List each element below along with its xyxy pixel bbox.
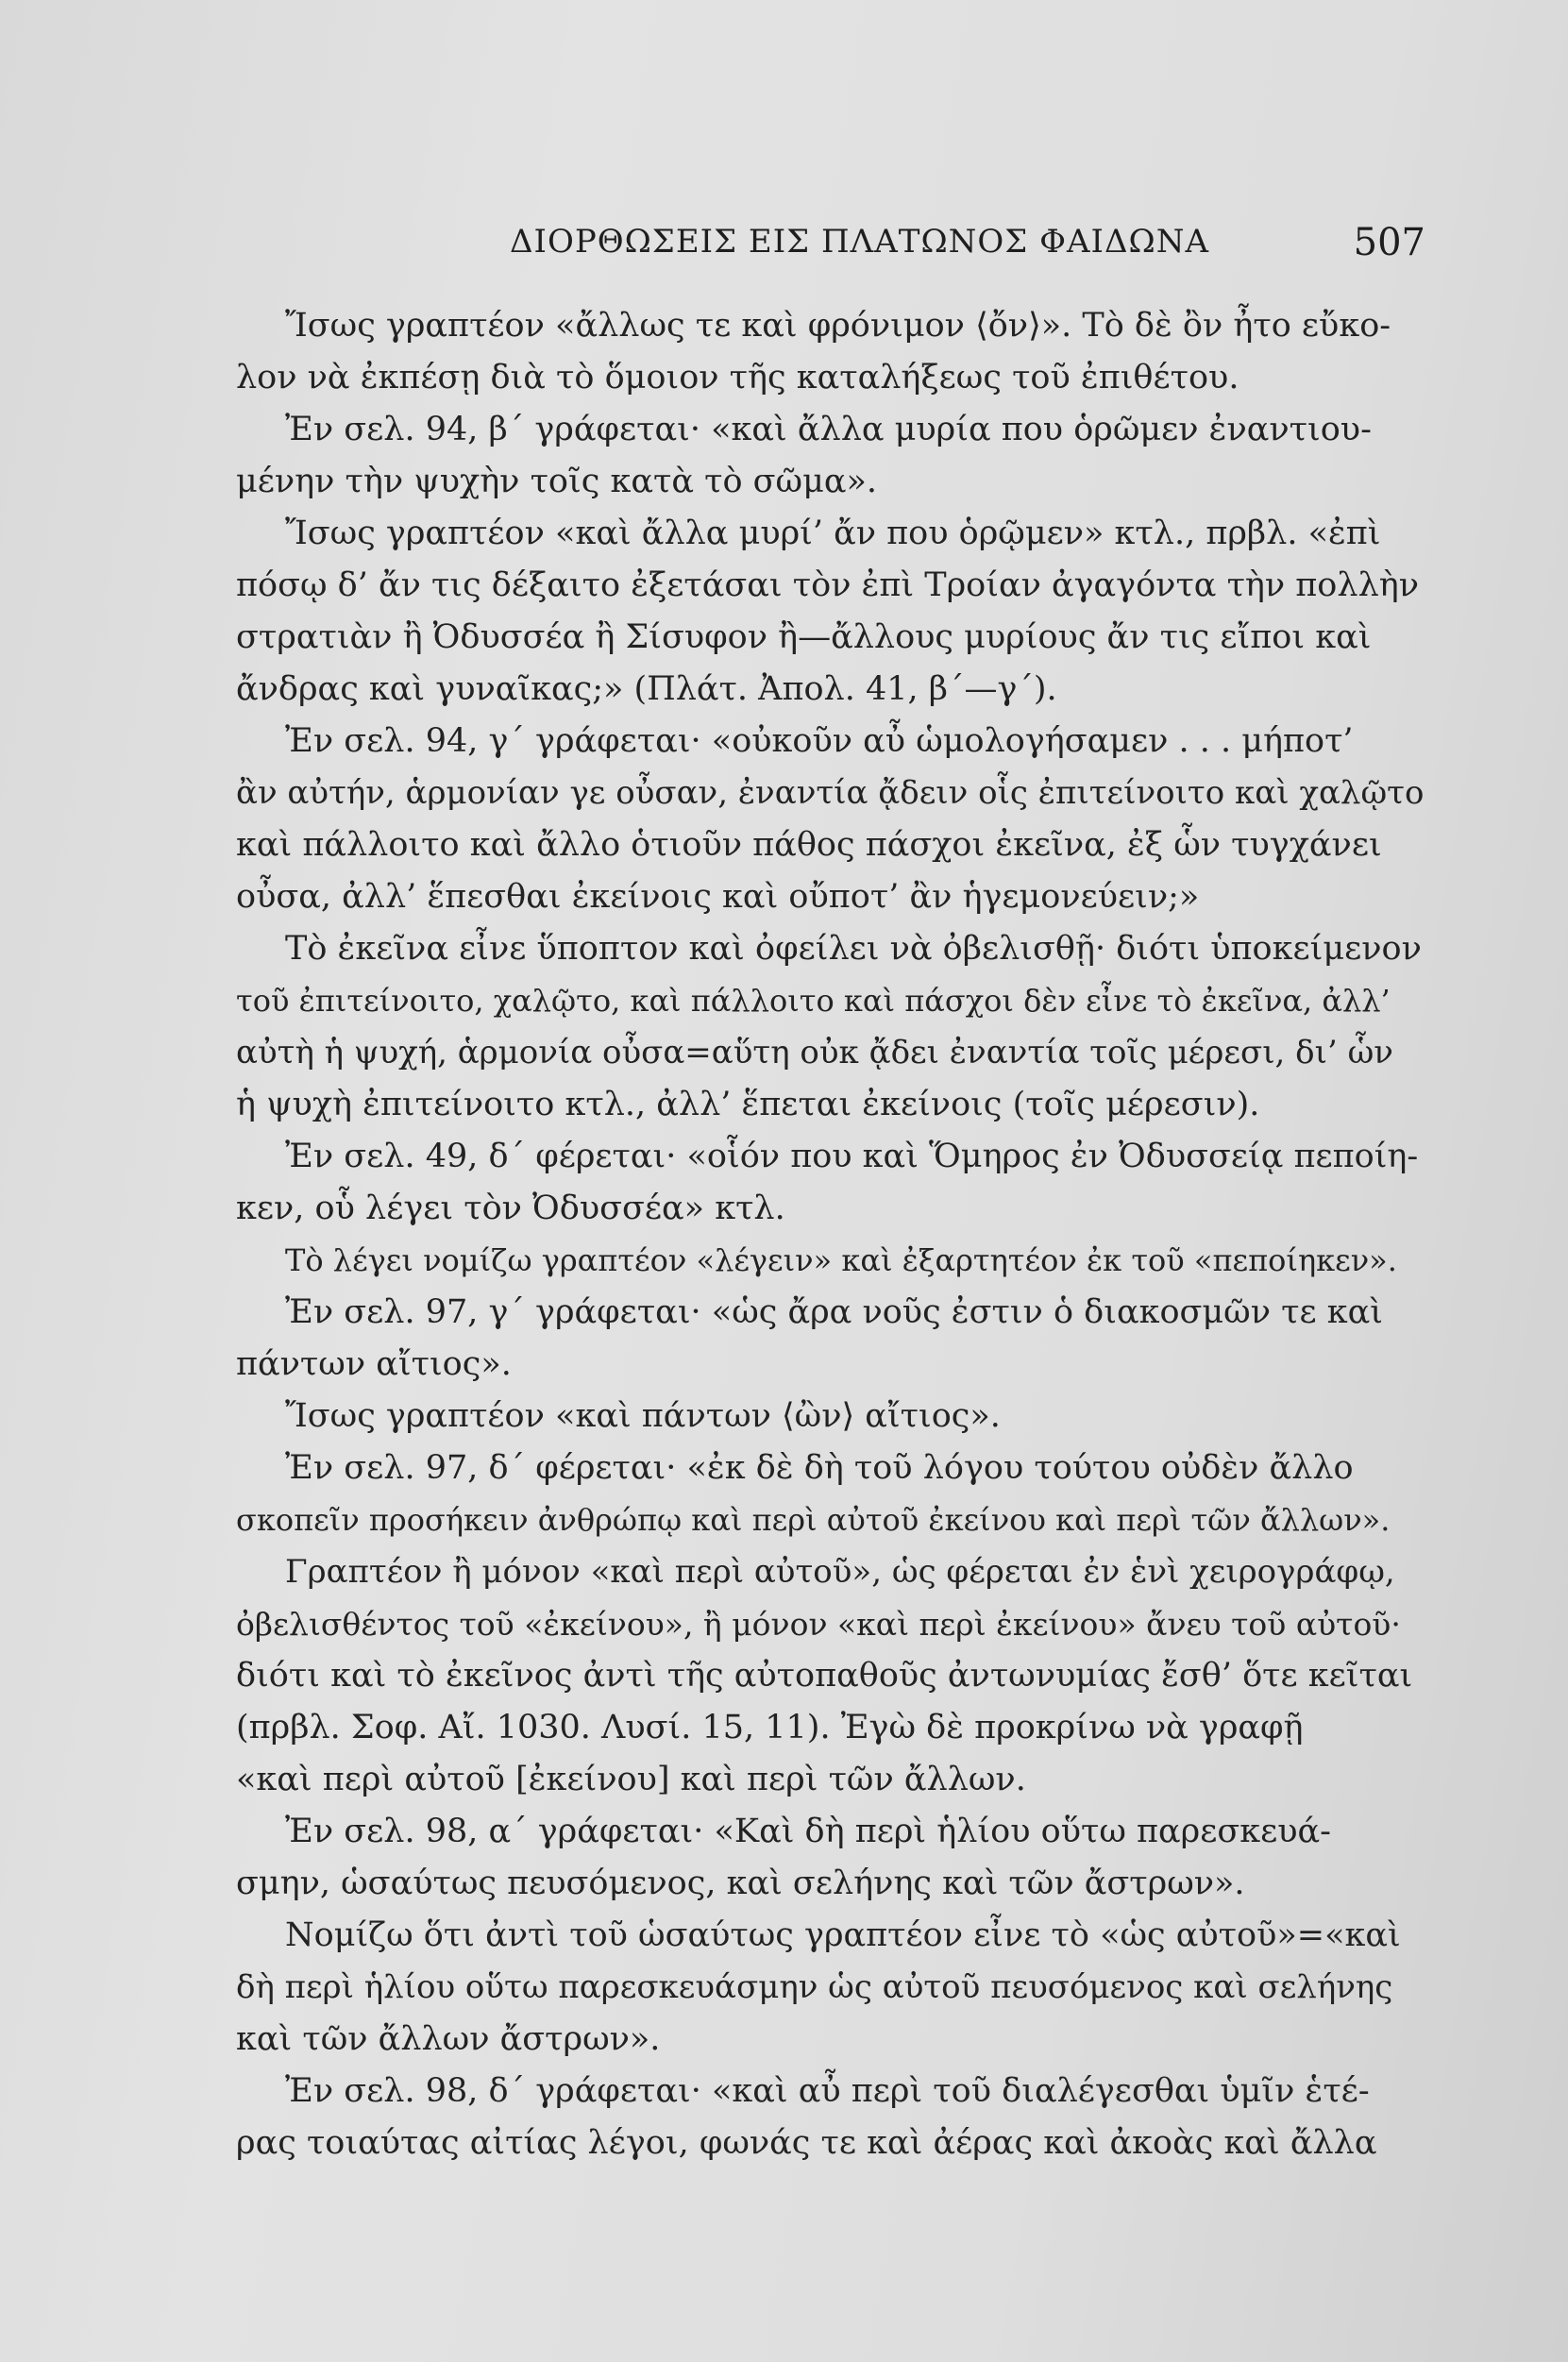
- text-line: Ἴσως γραπτέον «ἄλλως τε καὶ φρόνιμον ⟨ὄν⟩». Τὸ δὲ ὂν ἦτο εὔκο-: [285, 307, 1391, 345]
- text-line: καὶ τῶν ἄλλων ἄστρων».: [236, 2020, 661, 2058]
- text-line: καὶ πάλλοιτο καὶ ἄλλο ὁτιοῦν πάθος πάσχοι ἐκεῖνα, ἐξ ὧν τυγχάνει: [236, 826, 1382, 864]
- text-line: μένην τὴν ψυχὴν τοῖς κατὰ τὸ σῶμα».: [236, 463, 877, 500]
- text-line: ἄνδρας καὶ γυναῖκας;» (Πλάτ. Ἀπολ. 41, β΄—γ΄).: [236, 670, 1057, 708]
- text-line: ἡ ψυχὴ ἐπιτείνοιτο κτλ., ἀλλ’ ἕπεται ἐκείνοις (τοῖς μέρεσιν).: [236, 1086, 1260, 1123]
- running-title: ΔΙΟΡΘΩΣΕΙΣ ΕΙΣ ΠΛΑΤΩΝΟΣ ΦΑΙΔΩΝΑ: [510, 223, 1210, 261]
- text-line: (πρβλ. Σοφ. Αἴ. 1030. Λυσί. 15, 11). Ἐγὼ δὲ προκρίνω νὰ γραφῇ: [236, 1709, 1304, 1746]
- text-line: στρατιὰν ἢ Ὀδυσσέα ἢ Σίσυφον ἢ—ἄλλους μυρίους ἄν τις εἴποι καὶ: [236, 618, 1372, 656]
- body-text: [236, 300, 1425, 2169]
- text-line: Ἴσως γραπτέον «καὶ ἄλλα μυρί’ ἄν που ὁρῷμεν» κτλ., πρβλ. «ἐπὶ: [285, 515, 1381, 552]
- text-line: αὐτὴ ἡ ψυχή, ἁρμονία οὖσα=αὕτη οὐκ ᾄδει ἐναντία τοῖς μέρεσι, δι’ ὧν: [236, 1034, 1393, 1071]
- text-line: Ἴσως γραπτέον «καὶ πάντων ⟨ὢν⟩ αἴτιος».: [285, 1397, 1001, 1435]
- text-line: κεν, οὗ λέγει τὸν Ὀδυσσέα» κτλ.: [236, 1189, 785, 1227]
- text-line: Νομίζω ὅτι ἀντὶ τοῦ ὡσαύτως γραπτέον εἶνε τὸ «ὡς αὐτοῦ»=«καὶ: [285, 1916, 1401, 1954]
- text-line: σμην, ὡσαύτως πευσόμενος, καὶ σελήνης καὶ τῶν ἄστρων».: [236, 1864, 1245, 1902]
- text-line: Ἐν σελ. 98, α΄ γράφεται· «Καὶ δὴ περὶ ἡλίου οὕτω παρεσκευά-: [285, 1813, 1331, 1850]
- text-line: τοῦ ἐπιτείνοιτο, χαλῷτο, καὶ πάλλοιτο καὶ πάσχοι δὲν εἶνε τὸ ἐκεῖνα, ἀλλ’: [236, 983, 1391, 1019]
- text-line: ρας τοιαύτας αἰτίας λέγοι, φωνάς τε καὶ ἀέρας καὶ ἀκοὰς καὶ ἄλλα: [236, 2124, 1377, 2162]
- text-line: σκοπεῖν προσήκειν ἀνθρώπῳ καὶ περὶ αὐτοῦ ἐκείνου καὶ περὶ τῶν ἄλλων».: [236, 1502, 1391, 1538]
- text-line: Ἐν σελ. 97, δ΄ φέρεται· «ἐκ δὲ δὴ τοῦ λόγου τούτου οὐδὲν ἄλλο: [285, 1449, 1354, 1487]
- text-line: Γραπτέον ἢ μόνον «καὶ περὶ αὐτοῦ», ὡς φέρεται ἐν ἑνὶ χειρογράφῳ,: [285, 1553, 1395, 1591]
- text-line: οὖσα, ἀλλ’ ἕπεσθαι ἐκείνοις καὶ οὔποτ’ ἂν ἡγεμονεύειν;»: [236, 878, 1200, 916]
- text-line: δὴ περὶ ἡλίου οὕτω παρεσκευάσμην ὡς αὐτοῦ πευσόμενος καὶ σελήνης: [236, 1968, 1393, 2006]
- text-line: Ἐν σελ. 94, β΄ γράφεται· «καὶ ἄλλα μυρία που ὁρῶμεν ἐναντιου-: [285, 411, 1372, 448]
- text-line: Ἐν σελ. 98, δ΄ γράφεται· «καὶ αὖ περὶ τοῦ διαλέγεσθαι ὑμῖν ἑτέ-: [285, 2072, 1370, 2110]
- text-line: «καὶ περὶ αὐτοῦ [ἐκείνου] καὶ περὶ τῶν ἄλλων.: [236, 1761, 1026, 1798]
- page-number: 507: [1353, 221, 1425, 264]
- text-line: διότι καὶ τὸ ἐκεῖνος ἀντὶ τῆς αὐτοπαθοῦς ἀντωνυμίας ἔσθ’ ὅτε κεῖται: [236, 1657, 1413, 1695]
- text-line: Τὸ λέγει νομίζω γραπτέον «λέγειν» καὶ ἐξαρτητέον ἐκ τοῦ «πεποίηκεν».: [285, 1242, 1397, 1278]
- text-line: πάντων αἴτιος».: [236, 1345, 512, 1383]
- text-line: πόσῳ δ’ ἄν τις δέξαιτο ἐξετάσαι τὸν ἐπὶ Τροίαν ἀγαγόντα τὴν πολλὴν: [236, 566, 1419, 604]
- text-line: Ἐν σελ. 49, δ΄ φέρεται· «οἷόν που καὶ Ὅμηρος ἐν Ὀδυσσείᾳ πεποίη-: [285, 1138, 1419, 1175]
- text-line: Ἐν σελ. 97, γ΄ γράφεται· «ὡς ἄρα νοῦς ἐστιν ὁ διακοσμῶν τε καὶ: [285, 1293, 1383, 1331]
- text-line: λον νὰ ἐκπέσῃ διὰ τὸ ὅμοιον τῆς καταλήξεως τοῦ ἐπιθέτου.: [236, 359, 1239, 396]
- text-line: ἂν αὐτήν, ἁρμονίαν γε οὖσαν, ἐναντία ᾄδειν οἷς ἐπιτείνοιτο καὶ χαλῷτο: [236, 774, 1425, 812]
- text-line: ὀβελισθέντος τοῦ «ἐκείνου», ἢ μόνον «καὶ περὶ ἐκείνου» ἄνευ τοῦ αὐτοῦ·: [236, 1606, 1401, 1643]
- page-header: [236, 223, 1425, 276]
- text-line: Ἐν σελ. 94, γ΄ γράφεται· «οὐκοῦν αὖ ὡμολογήσαμεν . . . μήποτ’: [285, 722, 1354, 760]
- text-line: Τὸ ἐκεῖνα εἶνε ὕποπτον καὶ ὀφείλει νὰ ὀβελισθῇ· διότι ὑποκείμενον: [285, 930, 1422, 968]
